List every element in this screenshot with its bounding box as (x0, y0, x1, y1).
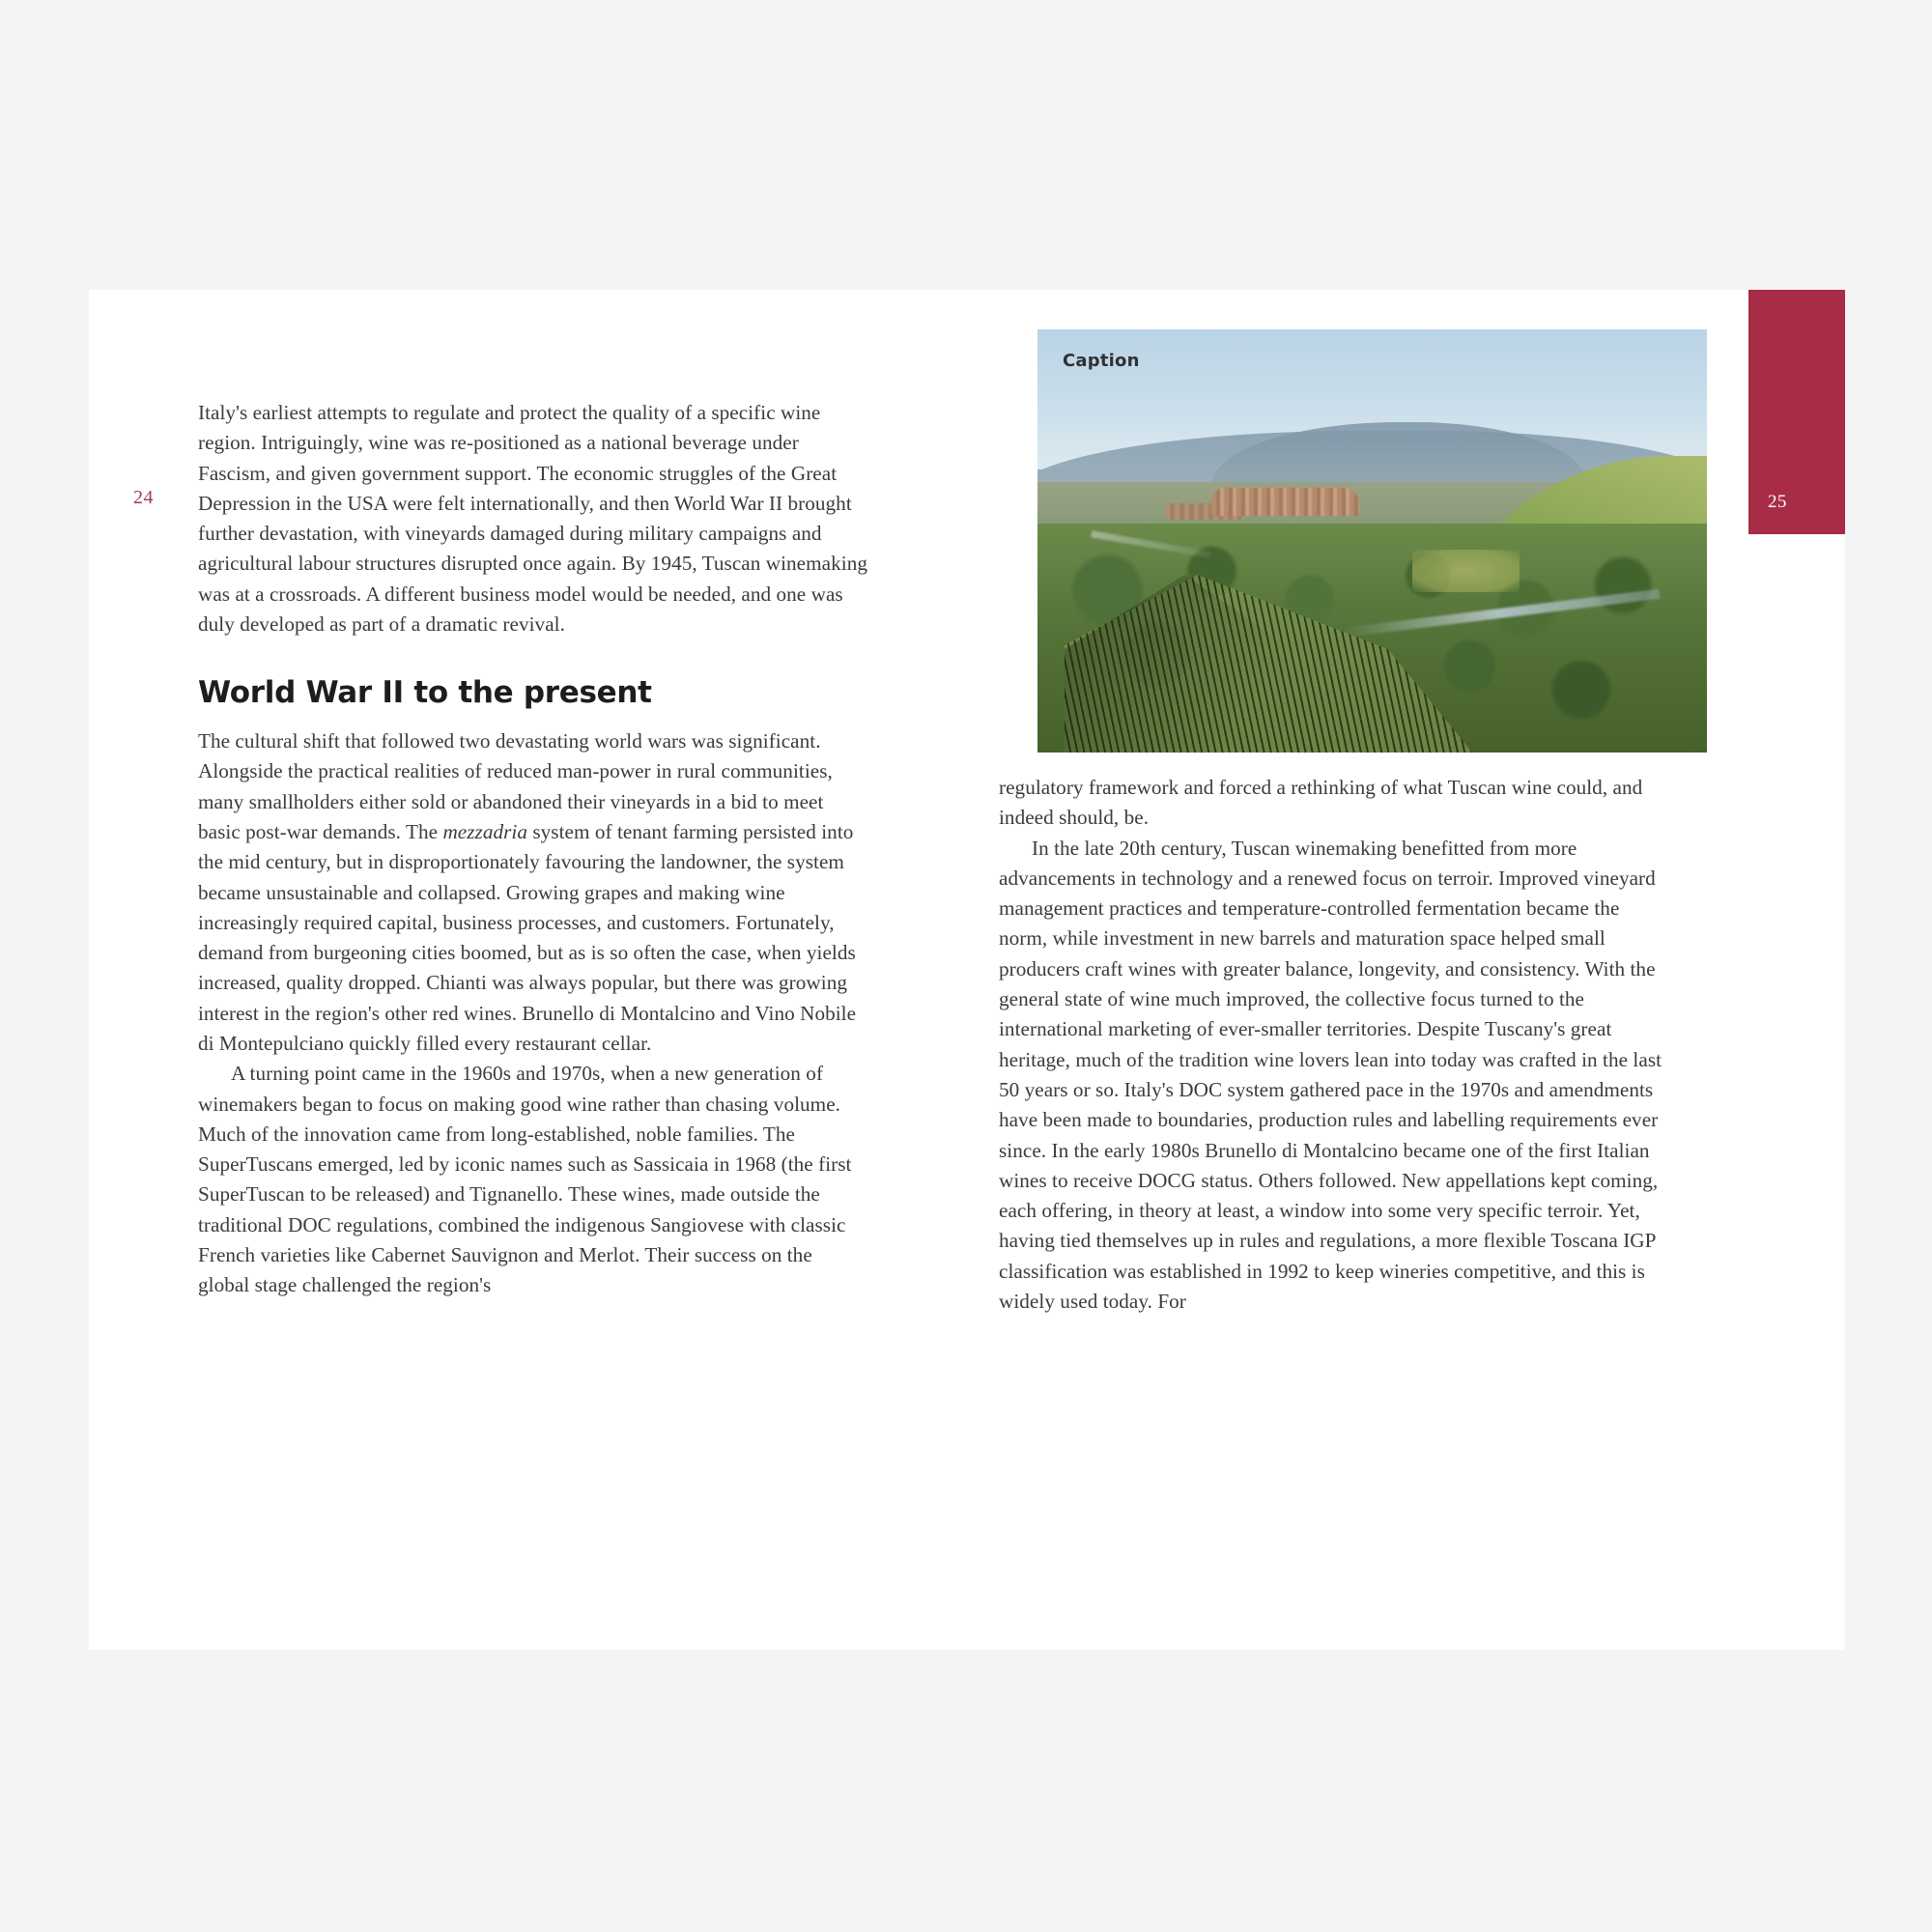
paragraph-turning-point: A turning point came in the 1960s and 1970s, when a new generation of winemakers began to focus on making good wine rather than chasing volume. Much of the innovation came from long-established, noble families. The SuperTuscans emerged, led by iconic names such as Sassicaia in 1968 (the first SuperTuscan to be released) and Tignanello. These wines, made outside the traditional DOC regulations, combined the indigenous Sangiovese with classic French varieties like Cabernet Sauvignon and Merlot. Their success on the global stage challenged the region's (198, 1062, 852, 1297)
book-spread (89, 290, 1845, 1650)
paragraph-continued: Italy's earliest attempts to regulate and protect the quality of a specific wine region. Intriguingly, wine was re-positioned as a national beverage under Fascism, and given government support. The economic struggles of the Great Depression in the USA were felt internationally, and then World War II brought further devastation, with vineyards damaged during military campaigns and agricultural labour structures disrupted once again. By 1945, Tuscan winemaking was at a crossroads. A different business model would be needed, and one was duly developed as part of a dramatic revival. (198, 401, 867, 637)
paragraph-cultural-shift (198, 726, 867, 1059)
figure-caption: Caption (1063, 351, 1140, 371)
photo-hilltop-village (1211, 488, 1358, 515)
photo-clearing (1412, 550, 1520, 592)
text-before-italic: The cultural shift that followed two devastating world wars was significant. Alongside the practical realities of reduced man-power in rural communities, many smallholders either sold or abandoned their vineyards in a bid to meet basic post-war demands. The (198, 729, 833, 843)
page-number-left: 24 (133, 487, 154, 508)
page-number-right: 25 (1768, 492, 1787, 512)
left-page (89, 290, 967, 1650)
right-text-column (999, 773, 1668, 1317)
left-text-column (198, 398, 867, 1301)
paragraph-late-20th-century: In the late 20th century, Tuscan winemaking benefitted from more advancements in technology and a renewed focus on terroir. Improved vineyard management practices and temperature-controlled fermentation became the norm, while investment in new barrels and maturation space helped small producers craft wines with greater balance, longevity, and consistency. With the general state of wine much improved, the collective focus turned to the international marketing of ever-smaller territories. Despite Tuscany's great heritage, much of the tradition wine lovers lean into today was crafted in the last 50 years or so. Italy's DOC system gathered pace in the 1970s and amendments have been made to boundaries, production rules and labelling requirements ever since. In the early 1980s Brunello di Montalcino became one of the first Italian wines to receive DOCG status. Others followed. New appellations kept coming, each offering, in theory at least, a window into some very specific terroir. Yet, having tied themselves up in rules and regulations, a more flexible Toscana IGP classification was established in 1992 to keep wineries competitive, and this is widely used today. For (999, 836, 1662, 1314)
right-page (967, 290, 1845, 1650)
chapter-edge-tab (1748, 290, 1845, 534)
photograph (1037, 329, 1707, 753)
text-after-italic: system of tenant farming persisted into the mid century, but in disproportionately favouring the landowner, the system became unsustainable and collapsed. Growing grapes and making wine increasingly required capital, business processes, and customers. Fortunately, demand from burgeoning cities boomed, but as is so often the case, when yields increased, quality dropped. Chianti was always popular, but there was growing interest in the region's other red wines. Brunello di Montalcino and Vino Nobile di Montepulciano quickly filled every restaurant cellar. (198, 819, 857, 1055)
figure-tuscan-landscape (1037, 329, 1707, 753)
italic-term-mezzadria: mezzadria (442, 819, 527, 843)
section-heading: World War II to the present (198, 675, 652, 711)
paragraph-regulatory-framework: regulatory framework and forced a rethinking of what Tuscan wine could, and indeed should, be. (999, 776, 1643, 830)
